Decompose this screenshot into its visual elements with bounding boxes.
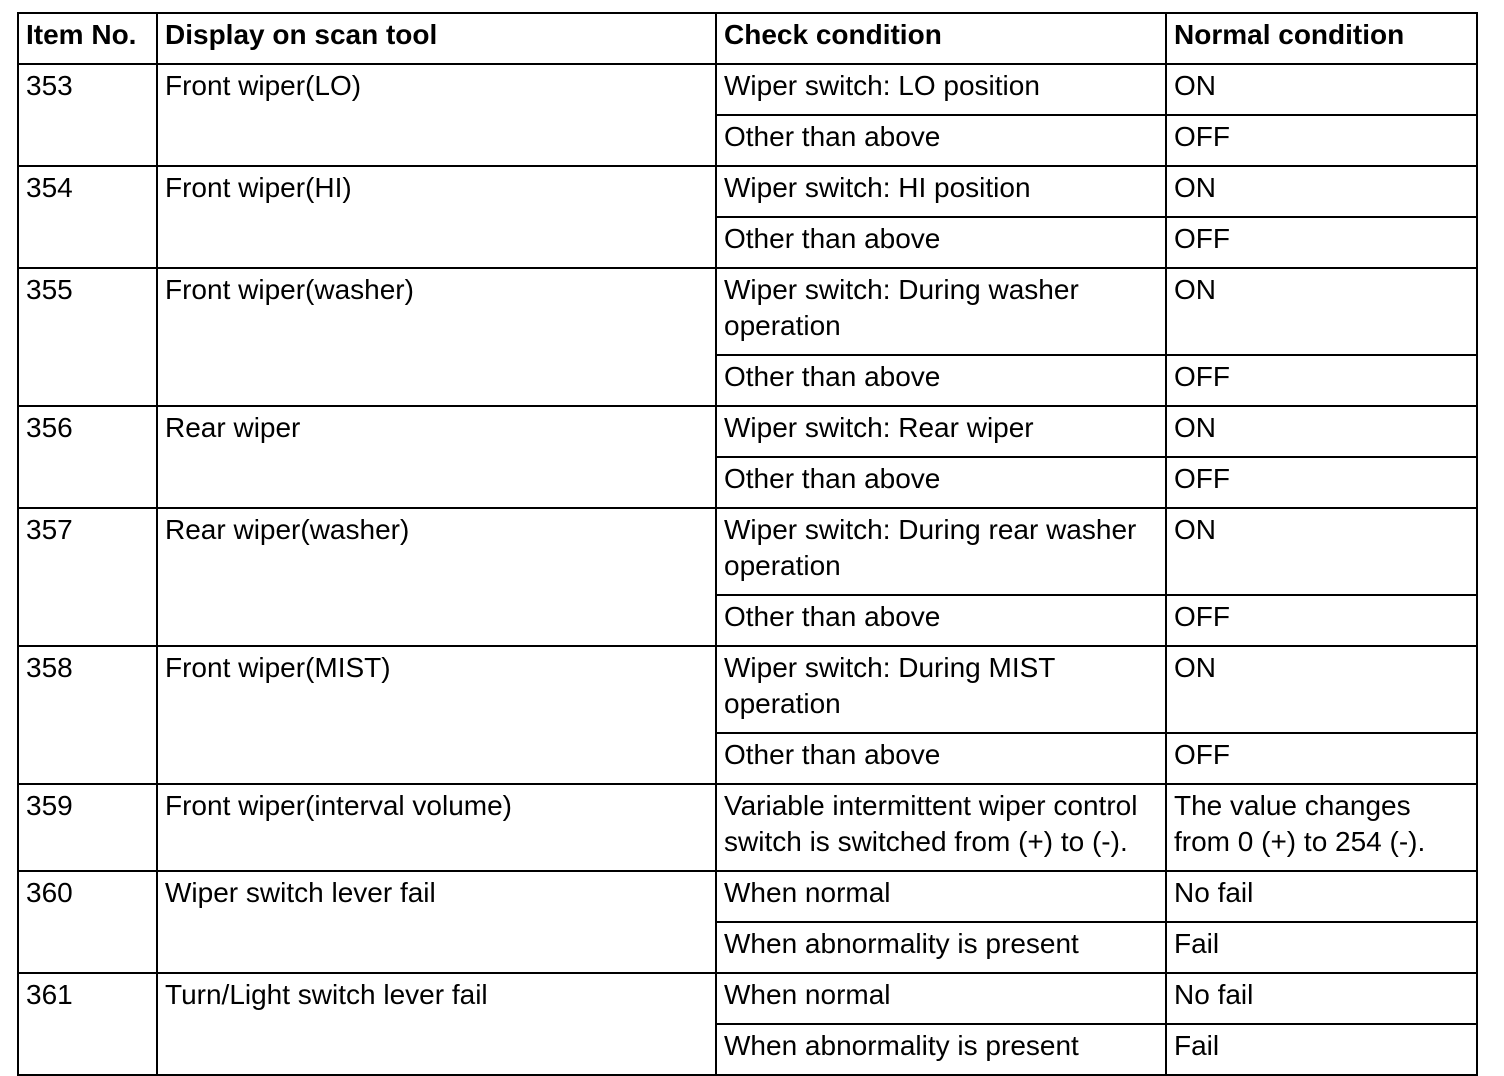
normal-condition-cell: The value changes from 0 (+) to 254 (-). <box>1166 784 1477 871</box>
table-row <box>18 166 1477 217</box>
normal-condition-cell: ON <box>1166 508 1477 595</box>
table-row <box>18 64 1477 115</box>
item-number-cell: 356 <box>18 406 157 508</box>
table-row <box>18 268 1477 355</box>
check-condition-cell: Other than above <box>716 733 1166 784</box>
check-condition-cell: Wiper switch: HI position <box>716 166 1166 217</box>
item-number-cell: 354 <box>18 166 157 268</box>
table-row <box>18 973 1477 1024</box>
table-row <box>18 646 1477 733</box>
item-number-cell: 360 <box>18 871 157 973</box>
normal-condition-cell: ON <box>1166 268 1477 355</box>
normal-condition-cell: OFF <box>1166 457 1477 508</box>
item-number-cell: 361 <box>18 973 157 1075</box>
check-condition-cell: Other than above <box>716 217 1166 268</box>
normal-condition-cell: ON <box>1166 166 1477 217</box>
display-name-cell: Front wiper(washer) <box>157 268 716 406</box>
display-name-cell: Rear wiper <box>157 406 716 508</box>
header-normal-condition: Normal condition <box>1166 13 1477 64</box>
item-number-cell: 359 <box>18 784 157 871</box>
item-number-cell: 358 <box>18 646 157 784</box>
normal-condition-cell: OFF <box>1166 115 1477 166</box>
display-name-cell: Front wiper(LO) <box>157 64 716 166</box>
normal-condition-cell: OFF <box>1166 355 1477 406</box>
check-condition-cell: Other than above <box>716 355 1166 406</box>
normal-condition-cell: No fail <box>1166 973 1477 1024</box>
display-name-cell: Wiper switch lever fail <box>157 871 716 973</box>
normal-condition-cell: ON <box>1166 64 1477 115</box>
scan-tool-data-table <box>17 12 1478 1076</box>
item-number-cell: 353 <box>18 64 157 166</box>
table-row <box>18 871 1477 922</box>
normal-condition-cell: No fail <box>1166 871 1477 922</box>
normal-condition-cell: OFF <box>1166 733 1477 784</box>
item-number-cell: 355 <box>18 268 157 406</box>
item-number-cell: 357 <box>18 508 157 646</box>
display-name-cell: Front wiper(interval volume) <box>157 784 716 871</box>
check-condition-cell: Variable intermittent wiper control switch is switched from (+) to (-). <box>716 784 1166 871</box>
header-item-no: Item No. <box>18 13 157 64</box>
header-check-condition: Check condition <box>716 13 1166 64</box>
check-condition-cell: When abnormality is present <box>716 922 1166 973</box>
normal-condition-cell: Fail <box>1166 922 1477 973</box>
normal-condition-cell: ON <box>1166 406 1477 457</box>
check-condition-cell: When normal <box>716 973 1166 1024</box>
check-condition-cell: Other than above <box>716 595 1166 646</box>
check-condition-cell: Wiper switch: Rear wiper <box>716 406 1166 457</box>
table-row <box>18 508 1477 595</box>
data-table-container <box>17 12 1476 1076</box>
check-condition-cell: When abnormality is present <box>716 1024 1166 1075</box>
check-condition-cell: Wiper switch: During washer operation <box>716 268 1166 355</box>
check-condition-cell: Wiper switch: During rear washer operation <box>716 508 1166 595</box>
display-name-cell: Turn/Light switch lever fail <box>157 973 716 1075</box>
normal-condition-cell: OFF <box>1166 217 1477 268</box>
table-row <box>18 784 1477 871</box>
check-condition-cell: Wiper switch: LO position <box>716 64 1166 115</box>
check-condition-cell: When normal <box>716 871 1166 922</box>
check-condition-cell: Other than above <box>716 457 1166 508</box>
table-row <box>18 406 1477 457</box>
display-name-cell: Rear wiper(washer) <box>157 508 716 646</box>
check-condition-cell: Other than above <box>716 115 1166 166</box>
display-name-cell: Front wiper(HI) <box>157 166 716 268</box>
header-display: Display on scan tool <box>157 13 716 64</box>
normal-condition-cell: OFF <box>1166 595 1477 646</box>
normal-condition-cell: ON <box>1166 646 1477 733</box>
normal-condition-cell: Fail <box>1166 1024 1477 1075</box>
table-body <box>18 64 1477 1075</box>
display-name-cell: Front wiper(MIST) <box>157 646 716 784</box>
table-header-row <box>18 13 1477 64</box>
check-condition-cell: Wiper switch: During MIST operation <box>716 646 1166 733</box>
